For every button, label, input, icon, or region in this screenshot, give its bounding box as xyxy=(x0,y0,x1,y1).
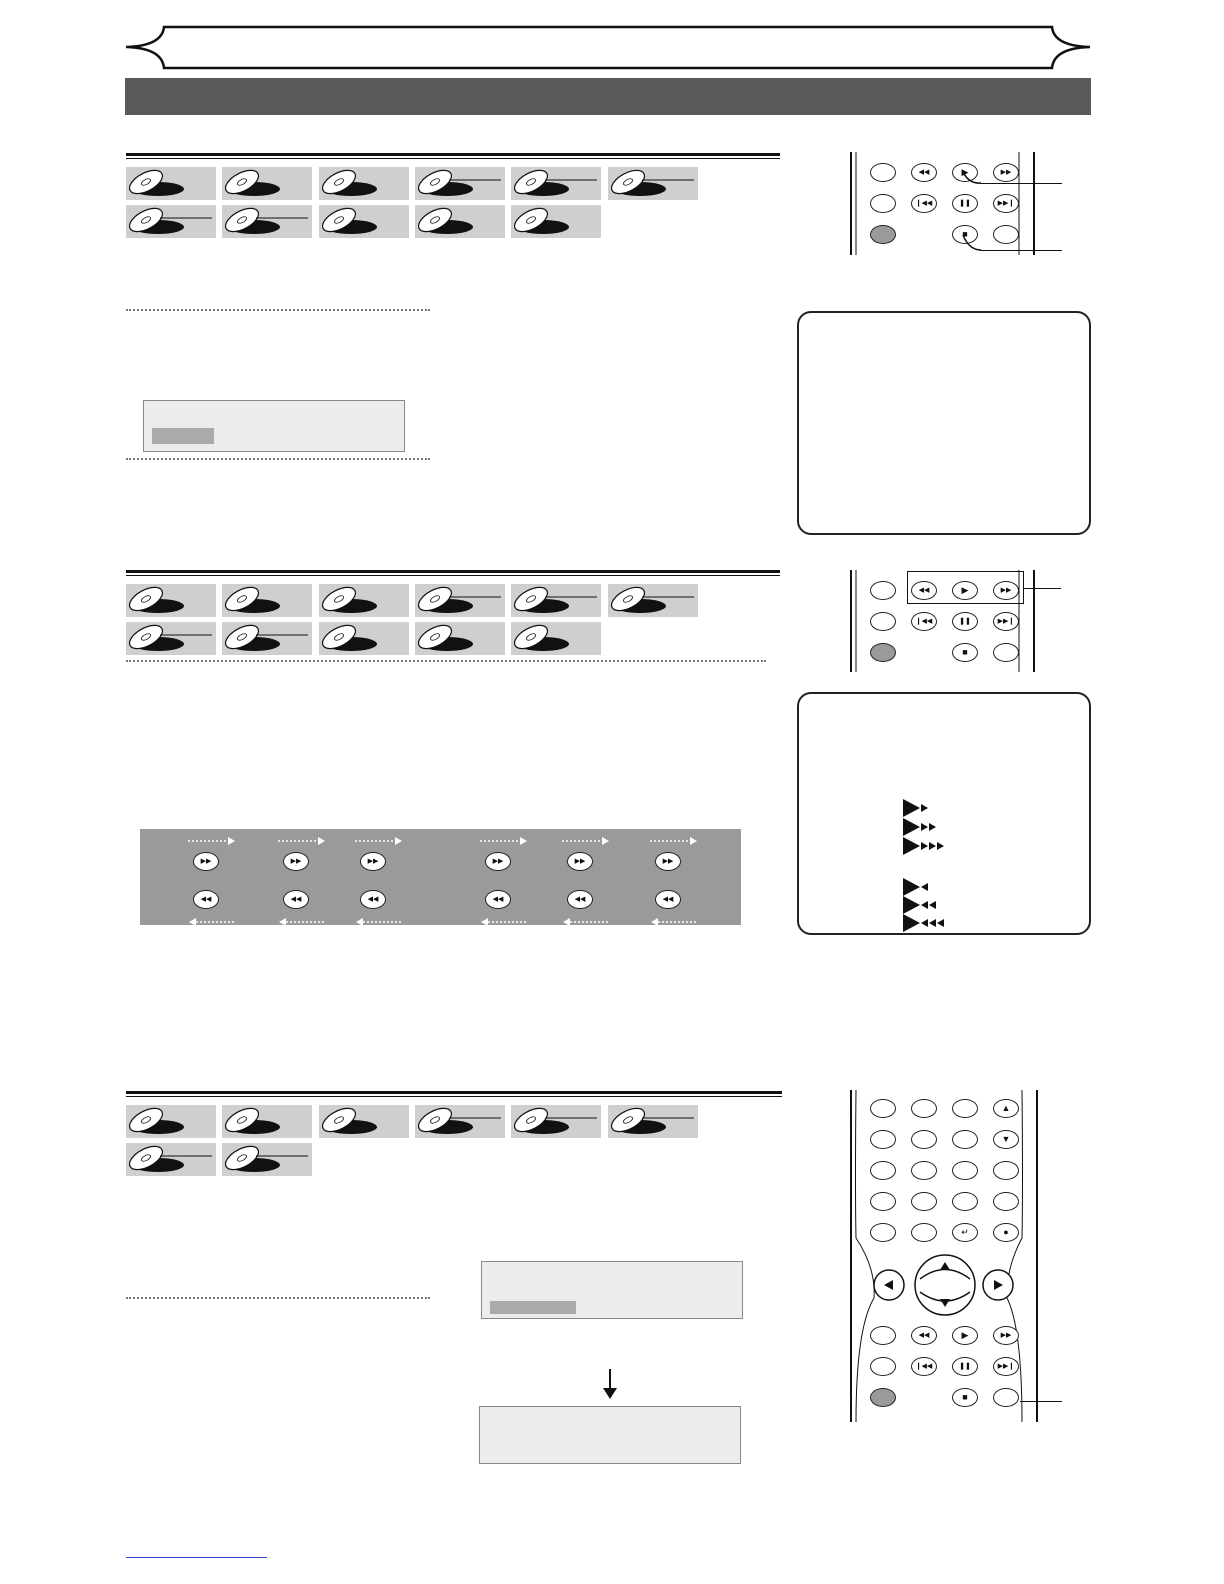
skip-forward-button[interactable] xyxy=(993,1357,1019,1376)
fast-forward-icon: ▶▶ xyxy=(574,858,586,865)
remote-button[interactable] xyxy=(870,1099,896,1118)
disc-type-tile xyxy=(319,205,409,238)
remote-button[interactable] xyxy=(952,1192,978,1211)
remote-button[interactable] xyxy=(952,1130,978,1149)
disc-type-tile xyxy=(319,622,409,655)
search-speed-strip xyxy=(140,829,741,925)
skip-back-icon: ❙◀◀ xyxy=(915,618,933,625)
stop-icon: ■ xyxy=(962,229,968,239)
skip-back-icon: ❙◀◀ xyxy=(915,200,933,207)
fast-forward-icon: ▶▶ xyxy=(1000,169,1012,176)
fast-reverse-button xyxy=(360,890,386,909)
reverse-direction-arrow xyxy=(480,913,528,931)
fast-reverse-button xyxy=(485,890,511,909)
disc-type-tile xyxy=(222,1143,312,1176)
return-button[interactable] xyxy=(952,1223,978,1242)
disc-type-tile xyxy=(319,584,409,617)
disc-type-tile xyxy=(511,167,601,200)
fast-reverse-icon: ◀◀ xyxy=(918,587,930,594)
disc-type-tile xyxy=(608,167,698,200)
fast-reverse-icon: ◀◀ xyxy=(918,169,930,176)
tv-screen-1 xyxy=(797,311,1091,535)
fast-forward-button xyxy=(655,852,681,871)
skip-forward-button[interactable] xyxy=(993,612,1019,631)
callout-search xyxy=(1023,588,1061,589)
pause-button[interactable] xyxy=(952,1357,978,1376)
section-title-bar xyxy=(125,78,1091,115)
section-2-rule xyxy=(126,570,780,576)
record-icon: ● xyxy=(1003,1227,1009,1237)
disc-type-tile xyxy=(415,584,505,617)
forward-direction-arrow xyxy=(650,832,698,850)
forward-direction-arrow xyxy=(278,832,326,850)
fast-forward-button xyxy=(283,852,309,871)
section-3-dotted-rule xyxy=(126,1297,430,1299)
fast-reverse-icon: ◀◀ xyxy=(367,896,379,903)
disc-type-tile xyxy=(126,584,216,617)
section-3-rule xyxy=(126,1091,782,1097)
disc-type-tile xyxy=(511,205,601,238)
fast-forward-button xyxy=(360,852,386,871)
disc-type-tile xyxy=(222,622,312,655)
fast-reverse-button xyxy=(567,890,593,909)
up-button[interactable] xyxy=(993,1099,1019,1118)
stop-button[interactable] xyxy=(952,643,978,662)
fast-forward-button[interactable] xyxy=(993,581,1019,600)
remote-button[interactable] xyxy=(870,1357,896,1376)
play-icon: ▶ xyxy=(961,167,969,177)
remote-button[interactable] xyxy=(870,225,896,244)
reverse-direction-arrow xyxy=(355,913,403,931)
fast-forward-icon: ▶▶ xyxy=(290,858,302,865)
fast-reverse-icon: ◀◀ xyxy=(918,1332,930,1339)
remote-button[interactable] xyxy=(870,1388,896,1407)
forward-direction-arrow xyxy=(562,832,610,850)
reverse-direction-arrow xyxy=(188,913,236,931)
fast-reverse-button[interactable] xyxy=(911,581,937,600)
remote-button[interactable] xyxy=(870,581,896,600)
disc-type-tile xyxy=(608,1105,698,1138)
fast-forward-icon: ▶▶ xyxy=(662,858,674,865)
remote-button[interactable] xyxy=(911,1130,937,1149)
fast-reverse-icon: ◀◀ xyxy=(574,896,586,903)
section-3-display-panel-top xyxy=(481,1261,743,1319)
skip-forward-icon: ▶▶❙ xyxy=(997,200,1015,207)
remote-button[interactable] xyxy=(993,1192,1019,1211)
remote-button[interactable] xyxy=(952,1099,978,1118)
arrow-down-icon xyxy=(600,1368,620,1400)
disc-type-tile xyxy=(319,167,409,200)
arrow-down-icon: ▼ xyxy=(1001,1134,1011,1144)
disc-type-tile xyxy=(608,584,698,617)
disc-type-tile xyxy=(415,205,505,238)
forward-speed-indicator-3 xyxy=(903,837,963,860)
tv-screen-2 xyxy=(797,692,1091,935)
disc-type-tile xyxy=(319,1105,409,1138)
disc-type-tile xyxy=(126,205,216,238)
fast-reverse-button[interactable] xyxy=(911,1326,937,1345)
callout-curves-1 xyxy=(955,168,995,258)
fast-reverse-icon: ◀◀ xyxy=(662,896,674,903)
section-1-dotted-rule-top xyxy=(126,309,430,311)
remote-button[interactable] xyxy=(993,1161,1019,1180)
resume-button[interactable] xyxy=(993,1388,1019,1407)
skip-back-button[interactable] xyxy=(911,1357,937,1376)
forward-direction-arrow xyxy=(355,832,403,850)
fast-forward-icon: ▶▶ xyxy=(200,858,212,865)
section-1-display-panel xyxy=(143,400,405,452)
enter-button[interactable] xyxy=(993,1223,1019,1242)
remote-button[interactable] xyxy=(952,1161,978,1180)
forward-direction-arrow xyxy=(188,832,236,850)
disc-type-tile xyxy=(126,167,216,200)
display-highlight xyxy=(490,1301,576,1314)
remote-button[interactable] xyxy=(870,1223,896,1242)
remote-button[interactable] xyxy=(911,1192,937,1211)
disc-type-tile xyxy=(126,1143,216,1176)
down-button[interactable] xyxy=(993,1130,1019,1149)
disc-type-tile xyxy=(126,622,216,655)
play-button[interactable] xyxy=(952,1326,978,1345)
disc-type-tile xyxy=(222,205,312,238)
dpad[interactable] xyxy=(872,1252,1018,1318)
disc-type-tile xyxy=(511,622,601,655)
resume-button[interactable] xyxy=(993,225,1019,244)
callout-resume xyxy=(1020,1401,1062,1402)
remote-button[interactable] xyxy=(870,1161,896,1180)
play-button[interactable] xyxy=(952,581,978,600)
fast-forward-button[interactable] xyxy=(993,163,1019,182)
disc-type-tile xyxy=(415,167,505,200)
remote-button[interactable] xyxy=(870,612,896,631)
arrow-up-icon: ▲ xyxy=(1001,1103,1011,1113)
reverse-direction-arrow xyxy=(278,913,326,931)
pause-icon: ❚❚ xyxy=(959,618,971,625)
remote-button[interactable] xyxy=(911,1099,937,1118)
play-icon: ▶ xyxy=(961,1330,969,1340)
reverse-direction-arrow xyxy=(562,913,610,931)
remote-button[interactable] xyxy=(870,643,896,662)
forward-direction-arrow xyxy=(480,832,528,850)
fast-reverse-icon: ◀◀ xyxy=(492,896,504,903)
skip-forward-icon: ▶▶❙ xyxy=(997,618,1015,625)
disc-type-tile xyxy=(511,1105,601,1138)
pause-icon: ❚❚ xyxy=(959,200,971,207)
disc-type-tile xyxy=(415,1105,505,1138)
footer-link-underline xyxy=(126,1557,267,1558)
fast-reverse-button xyxy=(193,890,219,909)
pause-button[interactable] xyxy=(952,612,978,631)
display-highlight xyxy=(152,428,214,444)
disc-type-tile xyxy=(222,1105,312,1138)
skip-forward-button[interactable] xyxy=(993,194,1019,213)
section-1-dotted-rule-bottom xyxy=(126,458,430,460)
stop-button[interactable] xyxy=(952,1388,978,1407)
remote-button[interactable] xyxy=(870,1130,896,1149)
fast-forward-icon: ▶▶ xyxy=(492,858,504,865)
disc-type-tile xyxy=(415,622,505,655)
remote-button[interactable] xyxy=(911,1223,937,1242)
skip-back-icon: ❙◀◀ xyxy=(915,1363,933,1370)
remote-button[interactable] xyxy=(911,1161,937,1180)
section-3-display-panel-bottom xyxy=(479,1406,741,1464)
play-icon: ▶ xyxy=(961,585,969,595)
disc-type-tile xyxy=(511,584,601,617)
header-banner xyxy=(124,24,1092,72)
fast-reverse-button[interactable] xyxy=(911,163,937,182)
remote-button[interactable] xyxy=(870,1192,896,1211)
fast-forward-icon: ▶▶ xyxy=(1000,1332,1012,1339)
disc-type-tile xyxy=(126,1105,216,1138)
fast-forward-button xyxy=(485,852,511,871)
fast-forward-icon: ▶▶ xyxy=(367,858,379,865)
section-1-rule xyxy=(126,153,780,159)
skip-back-button[interactable] xyxy=(911,194,937,213)
fast-forward-button xyxy=(567,852,593,871)
fast-reverse-icon: ◀◀ xyxy=(200,896,212,903)
stop-icon: ■ xyxy=(962,1392,968,1402)
reverse-speed-indicator-3 xyxy=(903,914,963,937)
resume-button[interactable] xyxy=(993,643,1019,662)
stop-icon: ■ xyxy=(962,647,968,657)
remote-button[interactable] xyxy=(870,194,896,213)
reverse-direction-arrow xyxy=(650,913,698,931)
skip-forward-icon: ▶▶❙ xyxy=(997,1363,1015,1370)
fast-forward-button[interactable] xyxy=(993,1326,1019,1345)
fast-reverse-button xyxy=(655,890,681,909)
disc-type-tile xyxy=(222,167,312,200)
fast-forward-button xyxy=(193,852,219,871)
remote-button[interactable] xyxy=(870,1326,896,1345)
fast-forward-icon: ▶▶ xyxy=(1000,587,1012,594)
disc-type-tile xyxy=(222,584,312,617)
return-icon: ↵ xyxy=(961,1227,969,1237)
skip-back-button[interactable] xyxy=(911,612,937,631)
fast-reverse-button xyxy=(283,890,309,909)
fast-reverse-icon: ◀◀ xyxy=(290,896,302,903)
section-2-dotted-rule xyxy=(126,660,766,662)
pause-icon: ❚❚ xyxy=(959,1363,971,1370)
remote-button[interactable] xyxy=(870,163,896,182)
